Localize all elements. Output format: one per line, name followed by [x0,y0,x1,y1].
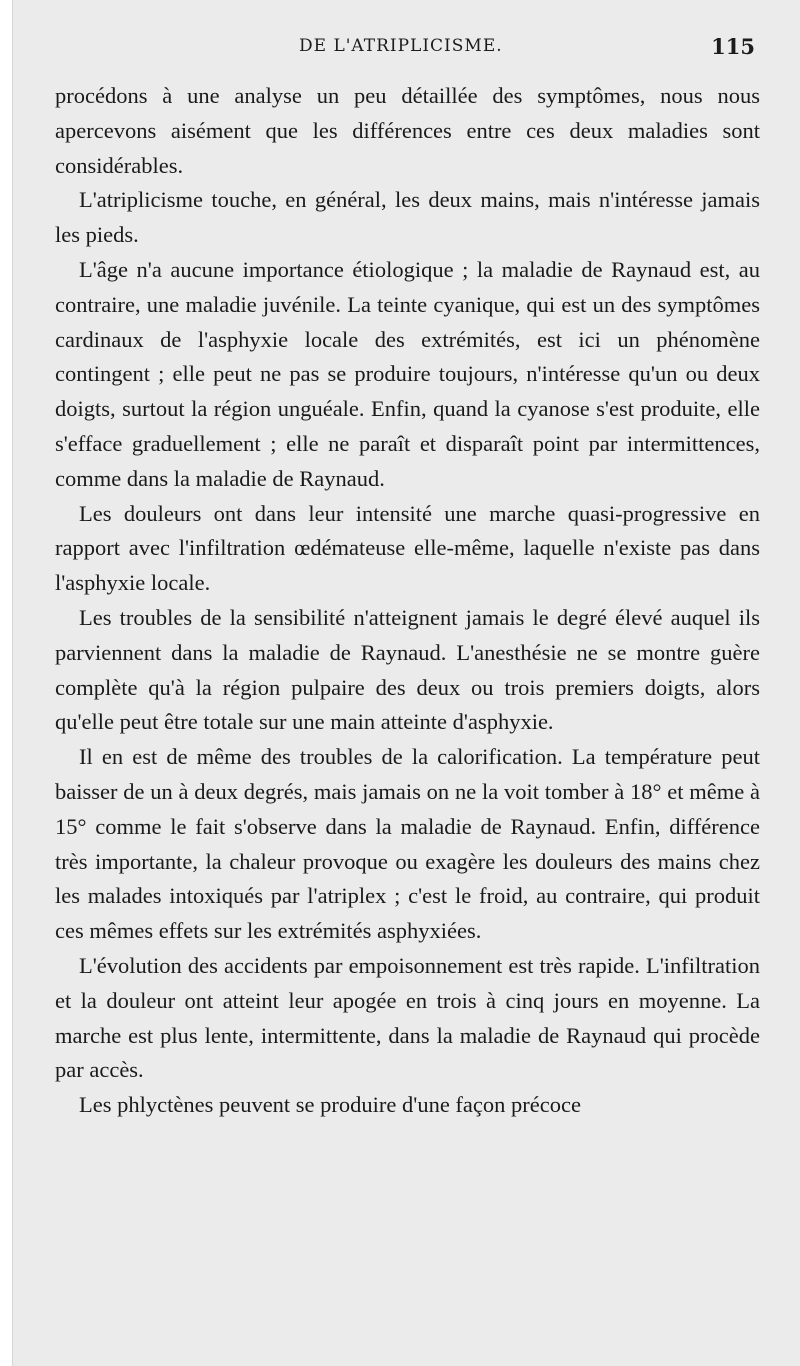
paragraph: L'âge n'a aucune importance étiologique ; la maladie de Raynaud est, au contraire, une maladie juvénile. La teinte cyanique, qui est un des symptômes cardinaux de l'asphyxie locale des extrémités, est ici un phénomène contingent ; elle peut ne pas se produire toujours, n'intéresse qu'un ou deux doigts, surtout la région unguéale. Enfin, quand la cyanose s'est produite, elle s'efface graduellement ; elle ne paraît et disparaît point par intermittences, comme dans la maladie de Raynaud. [55,256,760,491]
paragraph: L'atriplicisme touche, en général, les deux mains, mais n'intéresse jamais les pieds. [55,187,760,248]
paragraph: Les douleurs ont dans leur intensité une marche quasi-progressive en rapport avec l'infiltration œdémateuse elle-même, laquelle n'existe pas dans l'asphyxie locale. [55,500,760,596]
body-text [55,79,760,1123]
paragraph: Les phlyctènes peuvent se produire d'une façon précoce [79,1092,581,1118]
page-header [13,36,800,66]
paragraph: L'évolution des accidents par empoisonnement est très rapide. L'infiltration et la douleur ont atteint leur apogée en trois à cinq jours en moyenne. La marche est plus lente, intermittente, dans la maladie de Raynaud qui procède par accès. [55,952,760,1083]
paragraph: procédons à une analyse un peu détaillée des symptômes, nous nous apercevons aisément que les différences entre ces deux maladies sont considérables. [55,83,760,178]
paragraph: Les troubles de la sensibilité n'atteignent jamais le degré élevé auquel ils parviennent dans la maladie de Raynaud. L'anesthésie ne se montre guère complète qu'à la région pulpaire des deux ou trois premiers doigts, alors qu'elle peut être totale sur une main atteinte d'asphyxie. [55,604,760,735]
page-number: 115 [711,34,755,59]
running-title: DE L'ATRIPLICISME. [299,36,503,56]
book-page [12,0,800,1366]
paragraph: Il en est de même des troubles de la calorification. La température peut baisser de un à deux degrés, mais jamais on ne la voit tomber à 18° et même à 15° comme le fait s'observe dans la maladie de Raynaud. Enfin, différence très importante, la chaleur provoque ou exagère les douleurs des mains chez les malades intoxiqués par l'atriplex ; c'est le froid, au contraire, qui produit ces mêmes effets sur les extrémités asphyxiées. [55,744,760,944]
